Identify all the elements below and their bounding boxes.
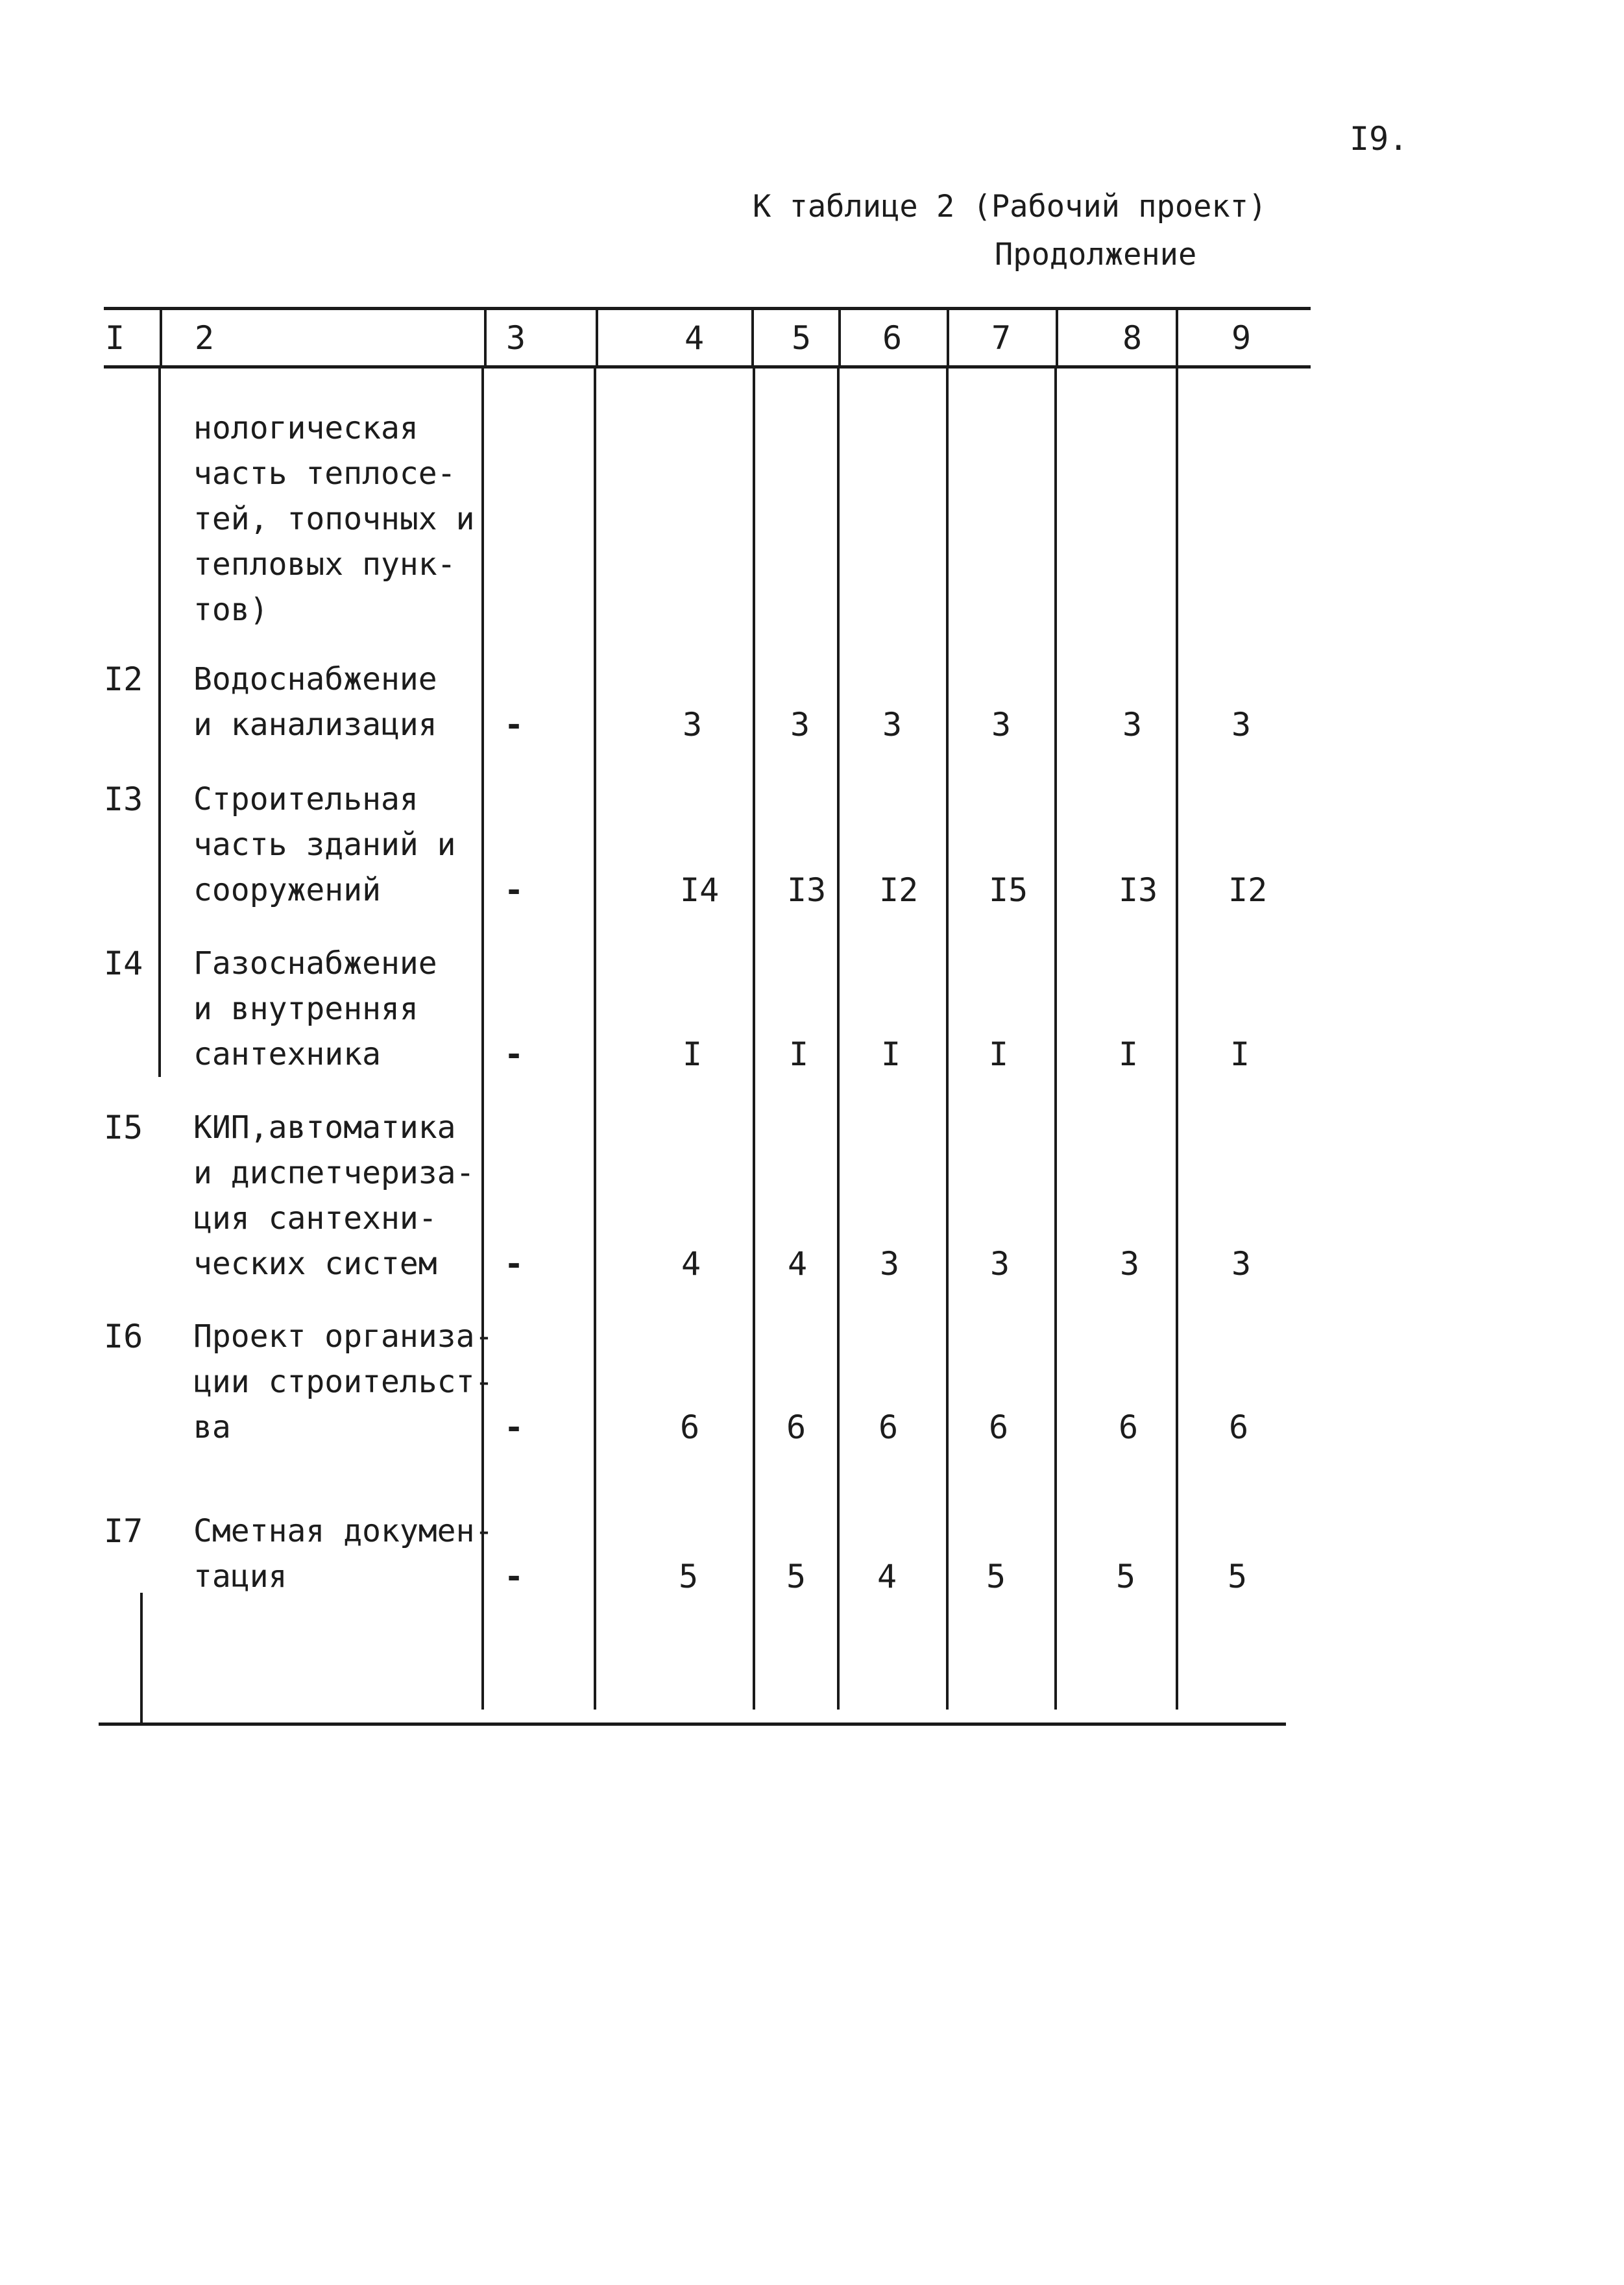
cell-col3: - (504, 706, 524, 744)
header-divider (751, 308, 754, 368)
cell-value: I (1119, 1035, 1139, 1073)
cell-col3: - (504, 1035, 524, 1073)
text-line: ция сантехни- (193, 1200, 437, 1237)
text-line: ции строительст- (193, 1364, 494, 1400)
text-line: сооружений (193, 872, 381, 908)
cell-value: I3 (787, 871, 827, 909)
cell-value: I (1230, 1035, 1250, 1073)
cell-value: 5 (1116, 1558, 1136, 1595)
text-line: КИП,автоматика (193, 1109, 456, 1146)
text-line: и диспетчериза- (193, 1155, 475, 1191)
cell-value: 3 (790, 706, 810, 744)
column-header: 4 (685, 319, 705, 357)
text-line: Строительная (193, 781, 418, 817)
text-line: ческих систем (193, 1246, 437, 1282)
cell-value: 3 (991, 706, 1012, 744)
text-line: тепловых пунк- (193, 546, 456, 583)
cell-value: I (989, 1035, 1009, 1073)
cell-value: 6 (989, 1408, 1009, 1446)
column-divider (1054, 367, 1057, 1710)
text-line: и канализация (193, 707, 437, 743)
cell-value: I5 (989, 871, 1028, 909)
cell-value: I (881, 1035, 901, 1073)
continuation-text (193, 405, 484, 633)
column-divider (140, 1593, 143, 1723)
row-number: I3 (104, 780, 143, 818)
header-divider (1176, 308, 1178, 368)
cell-value: 3 (1122, 706, 1143, 744)
cell-value: 3 (1120, 1245, 1140, 1283)
column-header: 9 (1231, 319, 1252, 357)
cell-value: 3 (1231, 1245, 1252, 1283)
column-divider (594, 367, 596, 1710)
cell-value: 5 (1228, 1558, 1248, 1595)
column-header: 5 (792, 319, 812, 357)
column-header: 2 (195, 319, 215, 357)
text-line: Проект организа- (193, 1318, 494, 1355)
row-number: I4 (104, 945, 143, 982)
cell-value: 5 (786, 1558, 806, 1595)
column-divider (1176, 367, 1178, 1710)
row-description (193, 1508, 494, 1599)
row-number: I5 (104, 1109, 143, 1146)
cell-value: 6 (680, 1408, 700, 1446)
cell-value: 4 (877, 1558, 897, 1595)
page-number: I9. (1350, 120, 1409, 158)
cell-value: 3 (882, 706, 903, 744)
cell-col3: - (504, 1245, 524, 1283)
header-divider (947, 308, 949, 368)
row-description (193, 1105, 484, 1287)
row-description (193, 777, 484, 913)
cell-value: 4 (681, 1245, 701, 1283)
header-divider (838, 308, 841, 368)
column-header: 3 (506, 319, 526, 357)
column-divider (837, 367, 840, 1710)
cell-value: I2 (879, 871, 919, 909)
cell-col3: - (504, 871, 524, 909)
text-line: тация (193, 1558, 287, 1595)
cell-value: 3 (880, 1245, 900, 1283)
cell-col3: - (504, 1558, 524, 1595)
caption-title: К таблице 2 (Рабочий проект) (753, 189, 1267, 224)
text-line: и внутренняя (193, 991, 418, 1027)
header-divider (160, 308, 162, 368)
row-number: I2 (104, 660, 143, 698)
cell-col3: - (504, 1408, 524, 1446)
cell-value: 6 (1119, 1408, 1139, 1446)
column-divider (946, 367, 949, 1710)
row-number: I6 (104, 1318, 143, 1355)
table-bottom-rule (99, 1723, 1286, 1726)
row-description (193, 657, 484, 747)
column-header: I (105, 319, 125, 357)
caption-continuation: Продолжение (995, 237, 1197, 272)
text-line: тов) (193, 592, 269, 628)
cell-value: 6 (786, 1408, 806, 1446)
cell-value: I (789, 1035, 809, 1073)
text-line: Водоснабжение (193, 661, 437, 697)
text-line: Сметная докумен- (193, 1513, 494, 1549)
text-line: ва (193, 1409, 231, 1445)
text-line: тей, топочных и (193, 501, 475, 537)
cell-value: I (683, 1035, 703, 1073)
cell-value: I2 (1228, 871, 1268, 909)
cell-value: 3 (990, 1245, 1010, 1283)
text-line: нологическая (193, 410, 418, 446)
cell-value: I3 (1119, 871, 1158, 909)
cell-value: 5 (986, 1558, 1006, 1595)
cell-value: 6 (879, 1408, 899, 1446)
column-header: 7 (991, 319, 1012, 357)
header-divider (484, 308, 487, 368)
row-number: I7 (104, 1512, 143, 1550)
column-header: 8 (1122, 319, 1143, 357)
header-divider (1056, 308, 1058, 368)
table-header-rule (104, 365, 1311, 369)
header-divider (596, 308, 598, 368)
cell-value: 5 (679, 1558, 699, 1595)
text-line: сантехника (193, 1036, 381, 1072)
column-header: 6 (882, 319, 903, 357)
text-line: часть зданий и (193, 827, 456, 863)
column-divider (753, 367, 755, 1710)
text-line: Газоснабжение (193, 945, 437, 982)
cell-value: 3 (1231, 706, 1252, 744)
text-line: часть теплосе- (193, 455, 456, 492)
row-description (193, 1314, 494, 1450)
row-description (193, 941, 484, 1077)
cell-value: 3 (683, 706, 703, 744)
cell-value: 4 (788, 1245, 808, 1283)
cell-value: I4 (680, 871, 720, 909)
column-divider (158, 367, 161, 1077)
table-top-rule (104, 307, 1311, 310)
cell-value: 6 (1229, 1408, 1249, 1446)
